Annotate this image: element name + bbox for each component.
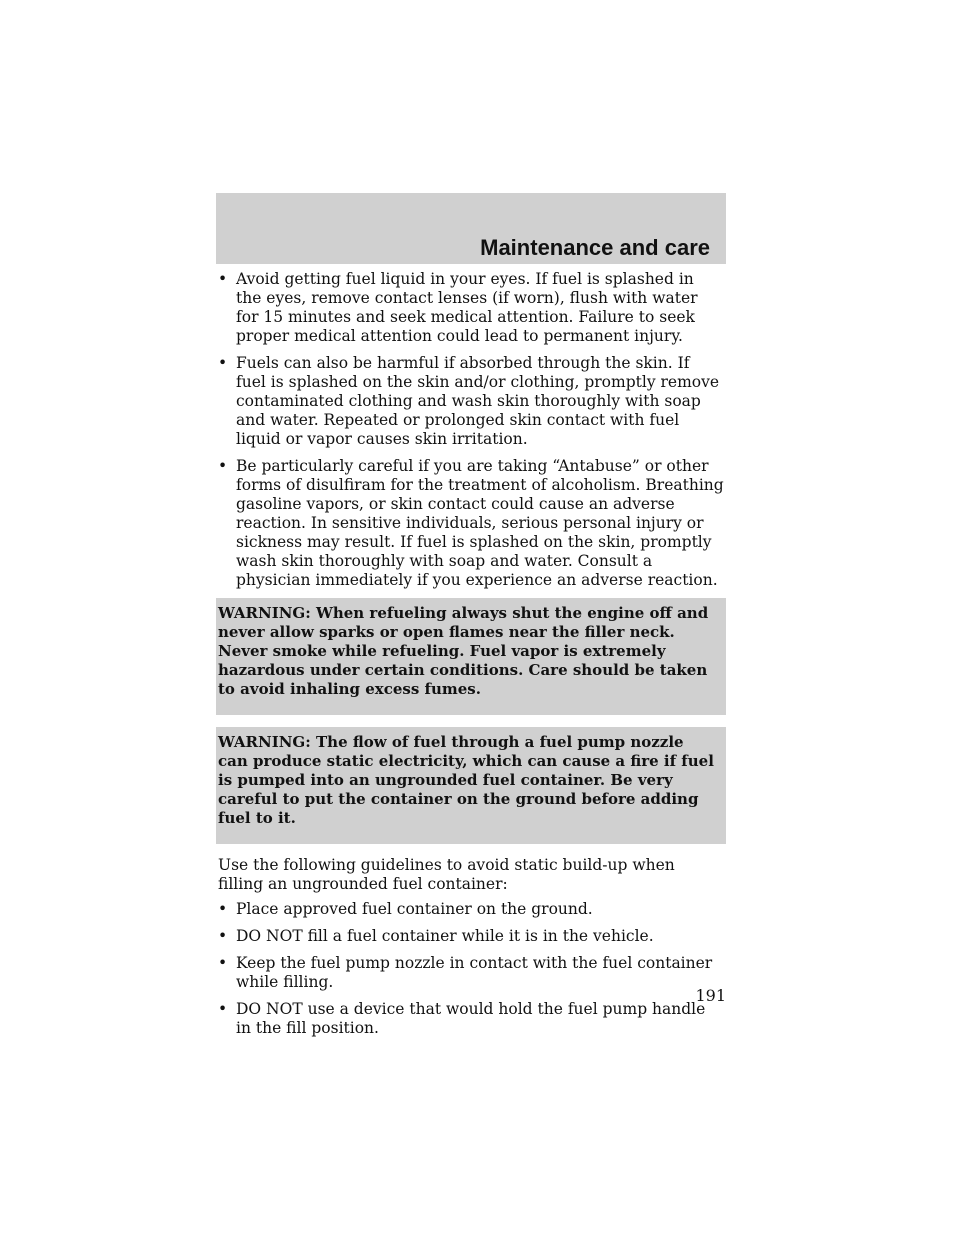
- list-item-text: Place approved fuel container on the ground.: [236, 900, 593, 918]
- list-item-text: Avoid getting fuel liquid in your eyes. If fuel is splashed in the eyes, remove contact lenses (if worn), flush with water for 15 minutes and seek medical attention. Failure to seek proper medical attention could lead to permanent injury.: [236, 270, 698, 345]
- bullet-icon: •: [218, 354, 228, 372]
- list-item: [218, 354, 724, 449]
- warning-box-static: [216, 727, 726, 844]
- list-item: [218, 900, 724, 919]
- guidelines-intro: Use the following guidelines to avoid static build-up when filling an ungrounded fuel container:: [218, 856, 675, 893]
- bullet-icon: •: [218, 1000, 228, 1018]
- list-item-text: DO NOT use a device that would hold the fuel pump handle in the fill position.: [236, 1000, 706, 1037]
- list-item-text: Fuels can also be harmful if absorbed through the skin. If fuel is splashed on the skin and/or clothing, promptly remove contaminated clothing and wash skin thoroughly with soap and water. Repeated or prolonged skin contact with fuel liquid or vapor causes skin irritation.: [236, 354, 720, 448]
- bullet-icon: •: [218, 900, 228, 918]
- bullet-icon: •: [218, 927, 228, 945]
- list-item: [218, 457, 724, 590]
- warning-text: WARNING: The flow of fuel through a fuel pump nozzle can produce static electricity, which can cause a fire if fuel is pumped into an ungrounded fuel container. Be very careful to put the container on the ground before adding fuel to it.: [218, 733, 714, 827]
- page-number: 191: [695, 986, 726, 1005]
- list-item: [218, 1000, 724, 1038]
- section-title: Maintenance and care: [480, 235, 710, 260]
- bullet-icon: •: [218, 954, 228, 972]
- section-header-band: [216, 193, 726, 264]
- warning-text: WARNING: When refueling always shut the engine off and never allow sparks or open flames near the filler neck. Never smoke while refueling. Fuel vapor is extremely hazardous under certain conditions. Care should be taken to avoid inhaling excess fumes.: [218, 604, 709, 698]
- bullet-icon: •: [218, 457, 228, 475]
- list-item-text: DO NOT fill a fuel container while it is in the vehicle.: [236, 927, 654, 945]
- list-item: [218, 927, 724, 946]
- page-content: [218, 270, 724, 1046]
- list-item: [218, 270, 724, 346]
- list-item: [218, 954, 724, 992]
- list-item-text: Keep the fuel pump nozzle in contact with the fuel container while filling.: [236, 954, 713, 991]
- warning-box-refueling: [216, 598, 726, 715]
- list-item-text: Be particularly careful if you are taking “Antabuse” or other forms of disulfiram for the treatment of alcoholism. Breathing gasoline vapors, or skin contact could cause an adverse reaction. In sensitive individuals, serious personal injury or sickness may result. If fuel is splashed on the skin, promptly wash skin thoroughly with soap and water. Consult a physician immediately if you experience an adverse reaction.: [236, 457, 724, 589]
- bullet-icon: •: [218, 270, 228, 288]
